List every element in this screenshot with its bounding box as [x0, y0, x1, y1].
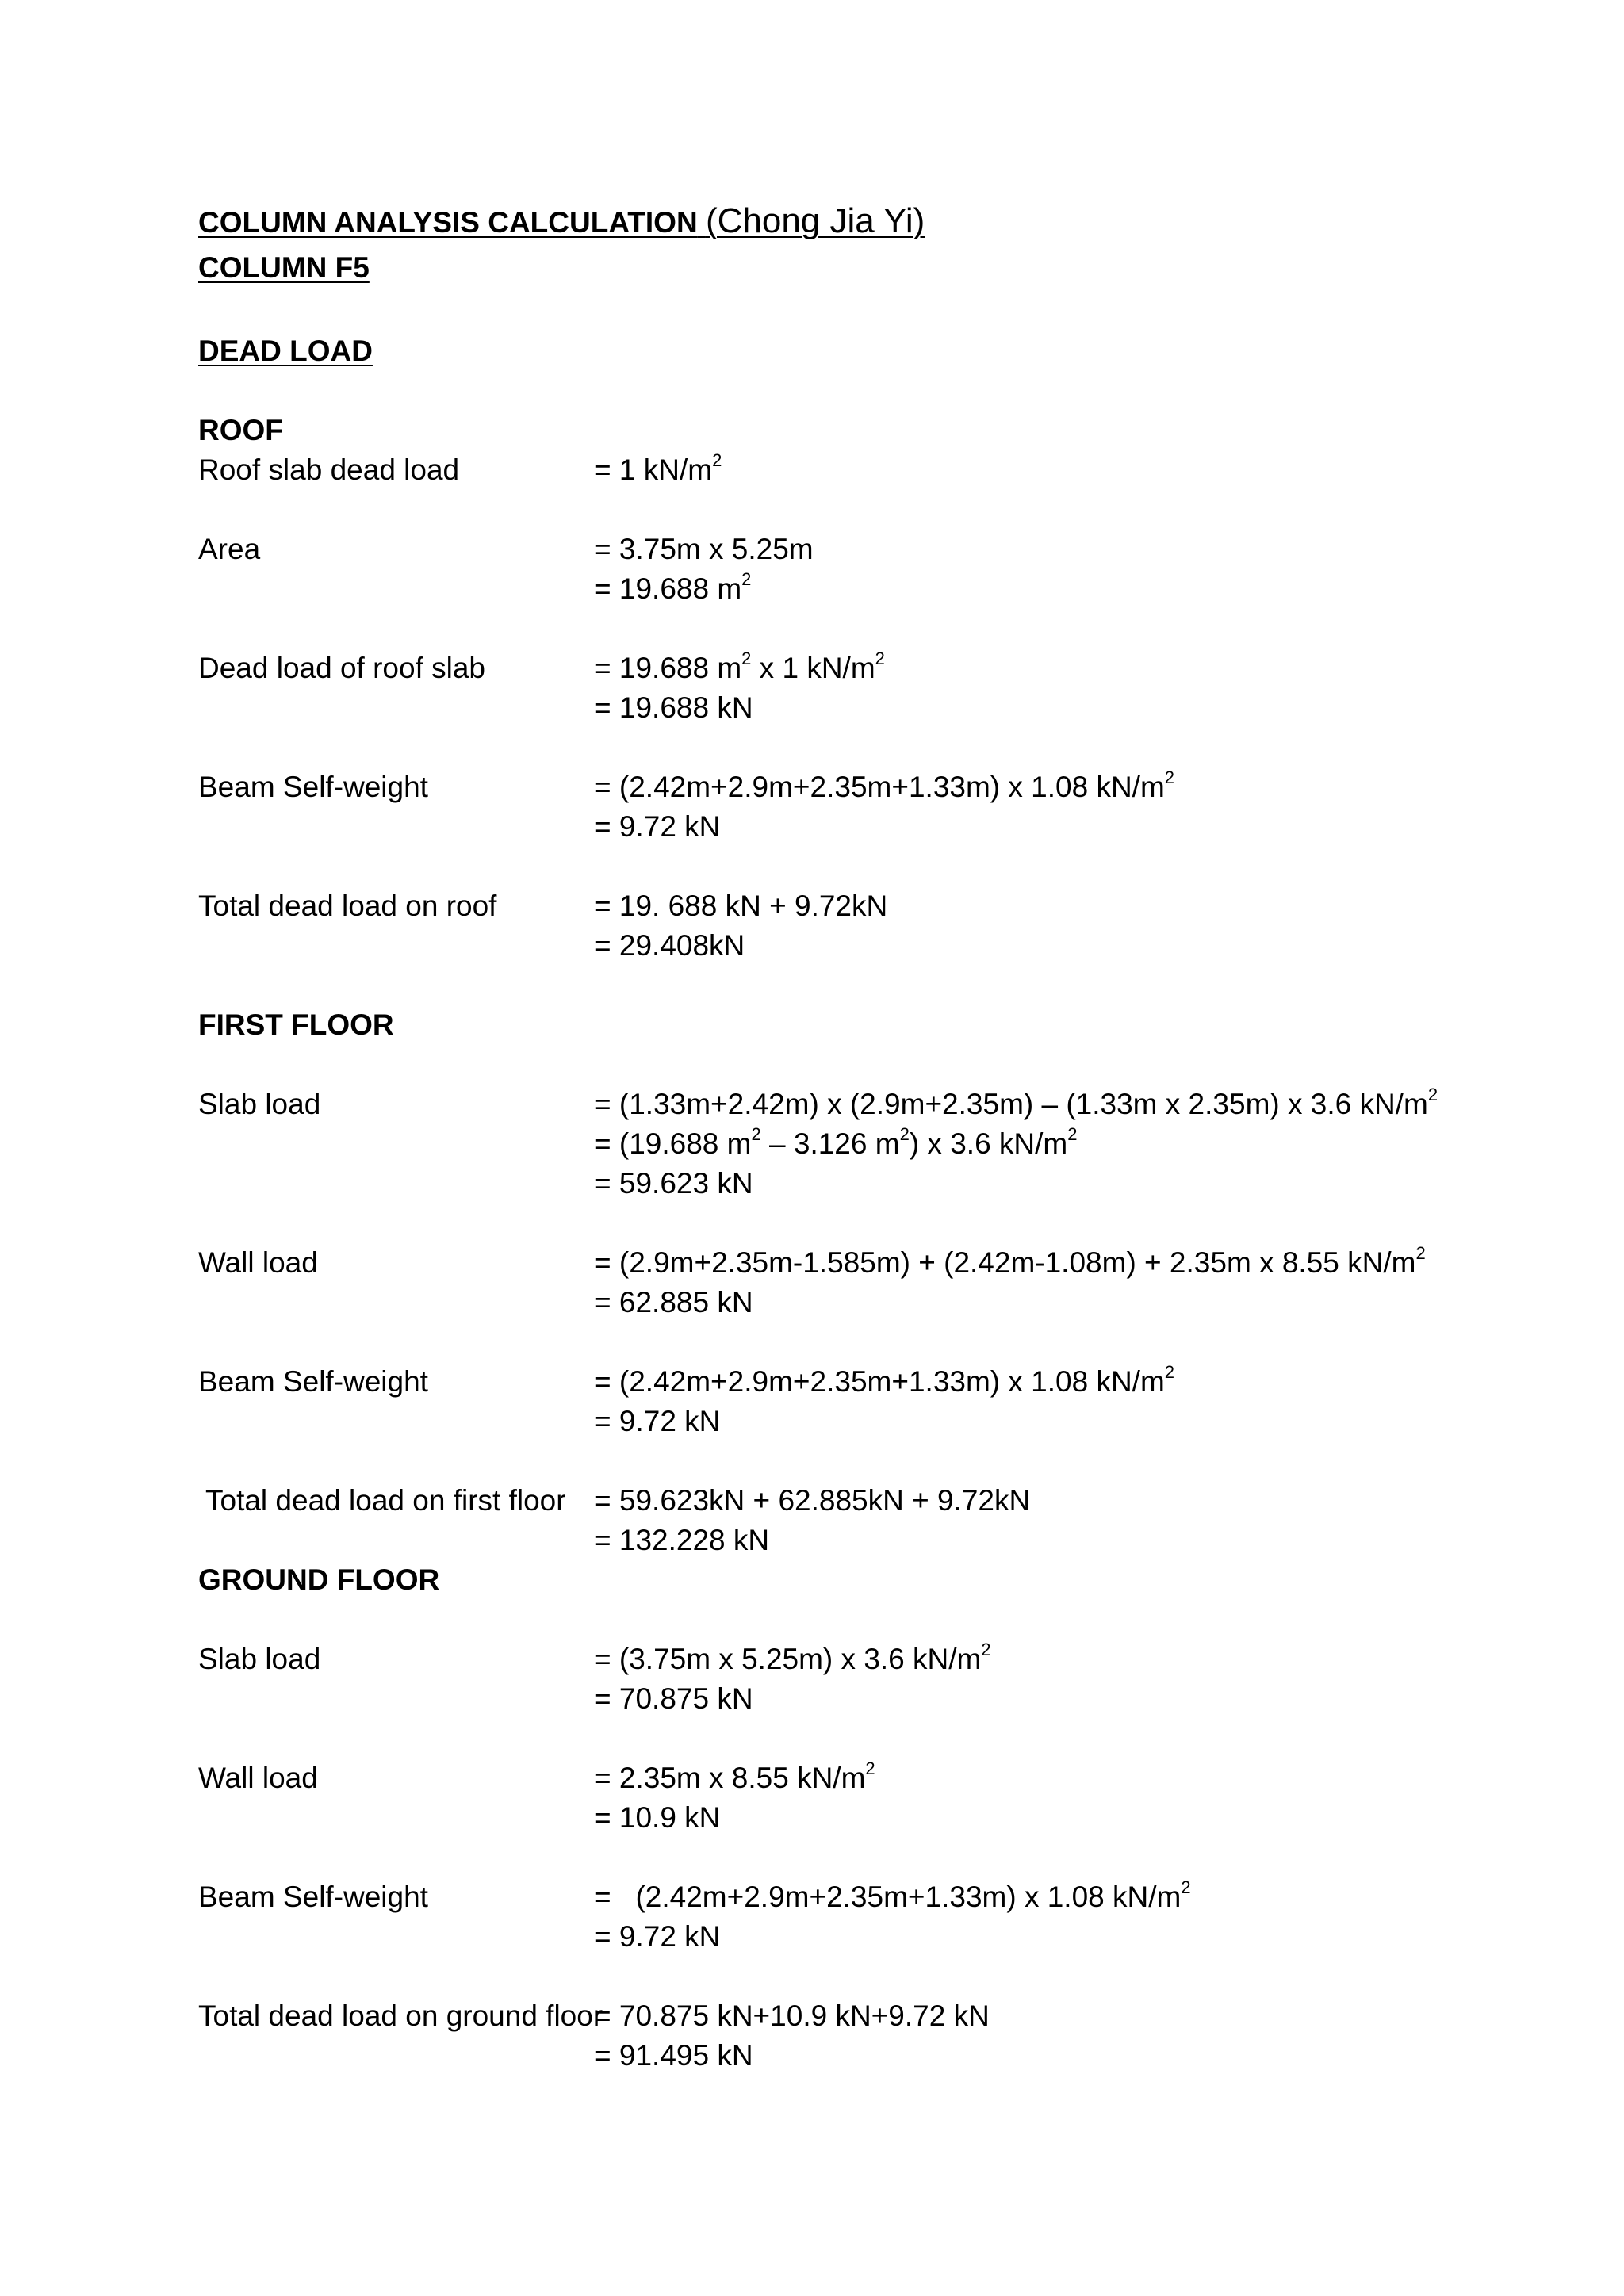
roof-beam-line1: = (2.42m+2.9m+2.35m+1.33m) x 1.08 $kN/m^2$	[594, 767, 1175, 803]
ground-floor-total-label: Total dead load on ground floor	[198, 1999, 603, 2032]
roof-beam-line2: = 9.72 kN	[594, 810, 721, 843]
first-floor-wall-line1: = (2.9m+2.35m-1.585m) + (2.42m-1.08m) + 2.35m x 8.55 $kN/m^2$	[594, 1243, 1426, 1279]
author-name: (Chong Jia Yi)	[705, 201, 925, 240]
roof-area-line1: = 3.75m x 5.25m	[594, 533, 814, 565]
title-text: COLUMN ANALYSIS CALCULATION	[198, 206, 698, 239]
roof-slab-dead-load-value: = 1 $kN/m^2$	[594, 450, 722, 486]
ground-floor-beam-line2: = 9.72 kN	[594, 1920, 721, 1953]
roof-beam-label: Beam Self-weight	[198, 771, 428, 803]
roof-total-label: Total dead load on roof	[198, 890, 497, 922]
dead-load-heading: DEAD LOAD	[198, 335, 373, 367]
first-floor-slab-label: Slab load	[198, 1088, 321, 1120]
page-title	[198, 197, 925, 247]
ground-floor-heading: GROUND FLOOR	[198, 1563, 440, 1596]
first-floor-wall-label: Wall load	[198, 1246, 318, 1279]
first-floor-total-label: Total dead load on first floor	[205, 1484, 566, 1517]
first-floor-wall-line2: = 62.885 kN	[594, 1286, 753, 1318]
ground-floor-wall-label: Wall load	[198, 1762, 318, 1794]
first-floor-slab-line2: = (19.688 $m^2 - 3.126$ $m^2$) x 3.6 $kN/m^2$	[594, 1124, 1078, 1160]
roof-slab-dead-load-label: Roof slab dead load	[198, 453, 460, 486]
ground-floor-slab-line2: = 70.875 kN	[594, 1682, 753, 1715]
roof-total-line1: = 19. 688 kN + 9.72kN	[594, 890, 888, 922]
first-floor-beam-line2: = 9.72 kN	[594, 1405, 721, 1437]
roof-slab-dead-load-calc-label: Dead load of roof slab	[198, 652, 486, 684]
first-floor-heading: FIRST FLOOR	[198, 1008, 394, 1041]
first-floor-total-line1: = 59.623kN + 62.885kN + 9.72kN	[594, 1484, 1031, 1517]
ground-floor-total-line1: = 70.875 kN+10.9 kN+9.72 kN	[594, 1999, 990, 2032]
first-floor-beam-line1: = (2.42m+2.9m+2.35m+1.33m) x 1.08 $kN/m^2$	[594, 1362, 1175, 1398]
ground-floor-beam-label: Beam Self-weight	[198, 1881, 428, 1913]
ground-floor-wall-line2: = 10.9 kN	[594, 1801, 721, 1834]
roof-total-line2: = 29.408kN	[594, 929, 745, 962]
ground-floor-slab-line1: = (3.75m x 5.25m) x 3.6 $kN/m^2$	[594, 1640, 991, 1675]
roof-slab-dead-load-calc-line2: = 19.688 kN	[594, 691, 753, 724]
ground-floor-wall-line1: = 2.35m x 8.55 $kN/m^2$	[594, 1758, 875, 1794]
first-floor-slab-line1: = (1.33m+2.42m) x (2.9m+2.35m) – (1.33m x 2.35m) x 3.6 $kN/m^2$	[594, 1085, 1438, 1120]
first-floor-total-line2: = 132.228 kN	[594, 1524, 770, 1556]
first-floor-beam-label: Beam Self-weight	[198, 1365, 428, 1398]
roof-slab-dead-load-calc-line1: = 19.688 $m^2$ x 1 $kN/m^2$	[594, 649, 885, 684]
first-floor-slab-line3: = 59.623 kN	[594, 1167, 753, 1200]
roof-area-label: Area	[198, 533, 261, 565]
ground-floor-beam-line1: = (2.42m+2.9m+2.35m+1.33m) x 1.08 $kN/m^2$	[594, 1877, 1191, 1913]
ground-floor-slab-label: Slab load	[198, 1643, 321, 1675]
column-id: COLUMN F5	[198, 251, 370, 284]
ground-floor-total-line2: = 91.495 kN	[594, 2039, 753, 2072]
roof-heading: ROOF	[198, 414, 283, 446]
roof-area-line2: = 19.688 $m^2$	[594, 569, 752, 605]
